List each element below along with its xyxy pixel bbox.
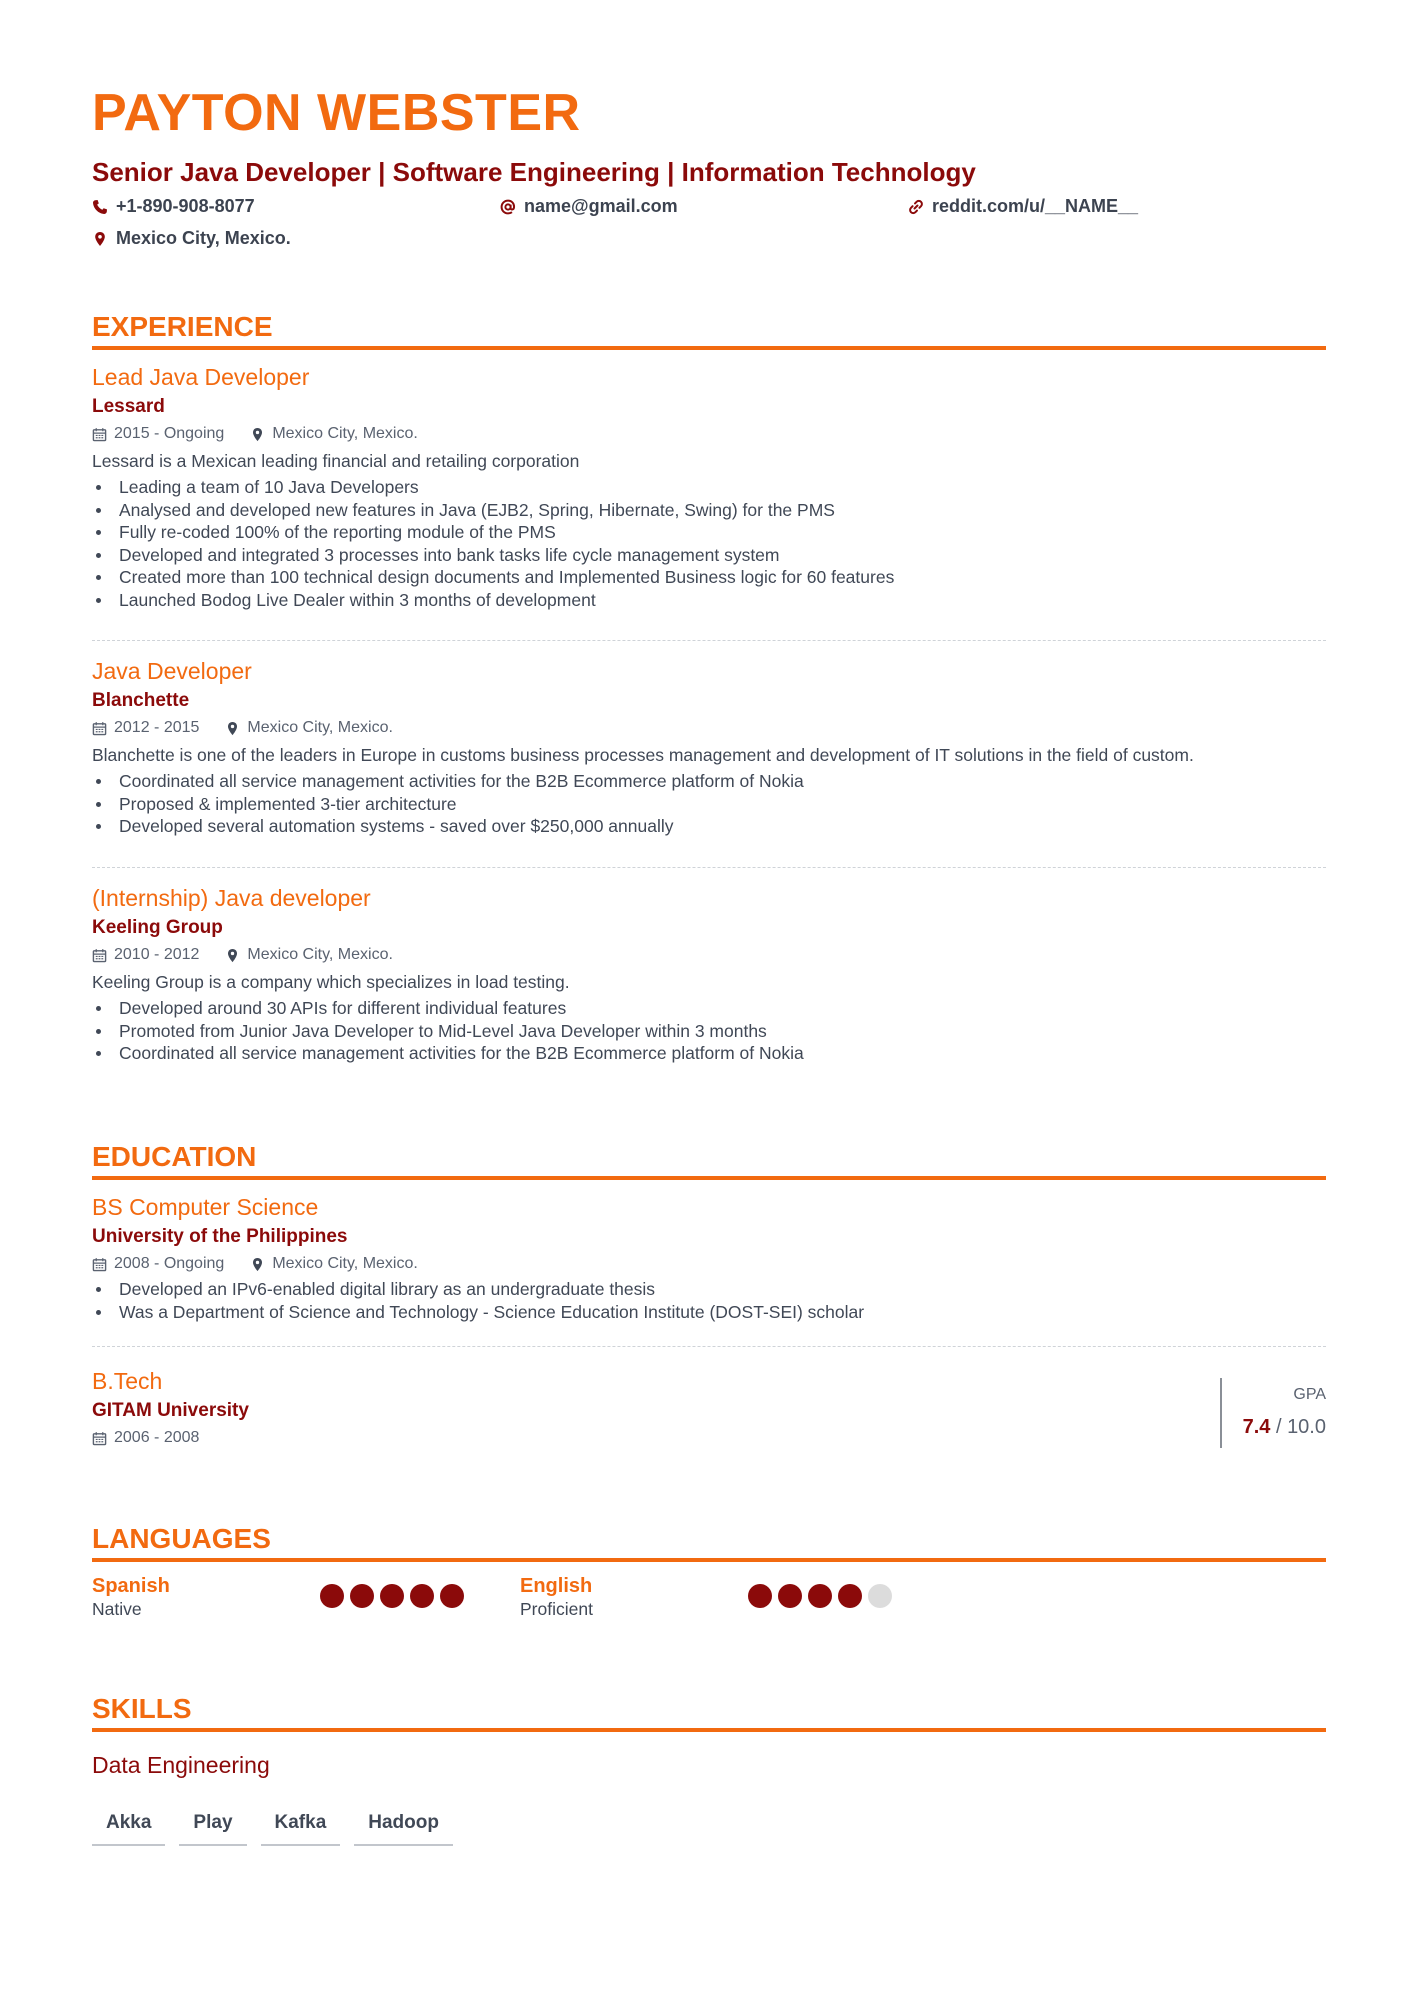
language-level: Proficient xyxy=(520,1599,593,1619)
language-item xyxy=(520,1574,593,1620)
list-item: Leading a team of 10 Java Developers xyxy=(92,476,1326,499)
link-contact[interactable] xyxy=(908,196,1138,217)
calendar-icon xyxy=(92,1257,107,1272)
calendar-icon xyxy=(92,948,107,963)
list-item: Proposed & implemented 3-tier architecture xyxy=(92,793,1326,816)
list-item: Developed an IPv6-enabled digital library as an undergraduate thesis xyxy=(92,1278,1326,1301)
list-item: Developed around 30 APIs for different individual features xyxy=(92,997,1326,1020)
entry-meta xyxy=(92,1252,1326,1276)
headline: Senior Java Developer | Software Engineering | Information Technology xyxy=(92,157,976,187)
school-name: University of the Philippines xyxy=(92,1226,348,1247)
entry-location: Mexico City, Mexico. xyxy=(247,946,393,963)
link-icon xyxy=(908,199,924,215)
entry-meta xyxy=(92,716,1326,740)
entry-meta xyxy=(92,943,1326,967)
rating-dot-filled xyxy=(440,1584,464,1608)
education-entry xyxy=(92,1192,1326,1323)
language-name: English xyxy=(520,1575,593,1597)
gpa-value: 7.4 xyxy=(1242,1416,1271,1438)
skill-tag: Hadoop xyxy=(354,1804,453,1846)
degree-title: B.Tech xyxy=(92,1368,163,1394)
calendar-icon xyxy=(92,1431,107,1446)
map-pin-icon xyxy=(225,948,240,963)
entry-dates: 2015 - Ongoing xyxy=(114,425,225,442)
education-section xyxy=(92,1140,1326,1446)
language-rating xyxy=(320,1584,464,1608)
skills-section xyxy=(92,1692,1326,1846)
at-icon xyxy=(500,199,516,215)
skill-tag: Kafka xyxy=(261,1804,341,1846)
company-name: Keeling Group xyxy=(92,917,223,938)
list-item: Analysed and developed new features in Java (EJB2, Spring, Hibernate, Swing) for the PMS xyxy=(92,499,1326,522)
entry-divider xyxy=(92,1346,1326,1347)
entry-dates: 2006 - 2008 xyxy=(114,1429,200,1446)
rating-dot-filled xyxy=(320,1584,344,1608)
calendar-icon xyxy=(92,427,107,442)
experience-title: EXPERIENCE xyxy=(92,310,1326,350)
list-item: Was a Department of Science and Technology - Science Education Institute (DOST-SEI) scholar xyxy=(92,1301,1326,1324)
rating-dot-filled xyxy=(350,1584,374,1608)
education-title: EDUCATION xyxy=(92,1140,1326,1180)
entry-dates: 2008 - Ongoing xyxy=(114,1255,225,1272)
entry-location: Mexico City, Mexico. xyxy=(272,425,418,442)
job-title: (Internship) Java developer xyxy=(92,885,371,911)
company-name: Blanchette xyxy=(92,690,190,711)
experience-entry xyxy=(92,362,1326,611)
list-item: Coordinated all service management activities for the B2B Ecommerce platform of Nokia xyxy=(92,770,1326,793)
achievement-list xyxy=(92,476,1326,611)
resume-page xyxy=(92,80,1326,1833)
skill-tag: Akka xyxy=(92,1804,165,1846)
achievement-list xyxy=(92,1278,1326,1323)
link-text: reddit.com/u/__NAME__ xyxy=(932,196,1139,216)
gpa-label: GPA xyxy=(1293,1386,1326,1403)
rating-dot-empty xyxy=(868,1584,892,1608)
list-item: Launched Bodog Live Dealer within 3 months of development xyxy=(92,589,1326,612)
achievement-list xyxy=(92,997,1326,1065)
rating-dot-filled xyxy=(778,1584,802,1608)
gpa-score xyxy=(1222,1414,1326,1440)
email-text: name@gmail.com xyxy=(524,196,678,216)
company-description: Keeling Group is a company which specializes in load testing. xyxy=(92,972,570,992)
candidate-name: PAYTON WEBSTER xyxy=(92,84,581,142)
skill-tag: Play xyxy=(179,1804,246,1846)
language-name: Spanish xyxy=(92,1575,170,1597)
experience-entry xyxy=(92,656,1326,838)
entry-divider xyxy=(92,867,1326,868)
gpa-separator: / xyxy=(1270,1416,1288,1438)
map-pin-icon xyxy=(250,427,265,442)
language-rating xyxy=(748,1584,892,1608)
rating-dot-filled xyxy=(838,1584,862,1608)
entry-location: Mexico City, Mexico. xyxy=(272,1255,418,1272)
map-pin-icon xyxy=(92,231,108,247)
calendar-icon xyxy=(92,721,107,736)
language-level: Native xyxy=(92,1599,142,1619)
company-name: Lessard xyxy=(92,396,165,417)
phone-icon xyxy=(92,199,108,215)
rating-dot-filled xyxy=(808,1584,832,1608)
rating-dot-filled xyxy=(748,1584,772,1608)
gpa-max: 10.0 xyxy=(1287,1416,1326,1438)
languages-section xyxy=(92,1522,1326,1619)
experience-section xyxy=(92,310,1326,1063)
list-item: Developed and integrated 3 processes into bank tasks life cycle management system xyxy=(92,544,1326,567)
list-item: Promoted from Junior Java Developer to Mid-Level Java Developer within 3 months xyxy=(92,1020,1326,1043)
entry-divider xyxy=(92,640,1326,641)
contact-row xyxy=(92,196,1326,266)
gpa-block xyxy=(1220,1378,1326,1448)
rating-dot-filled xyxy=(410,1584,434,1608)
entry-meta xyxy=(92,1426,1326,1450)
language-item xyxy=(92,1574,170,1620)
entry-dates: 2012 - 2015 xyxy=(114,719,200,736)
location-contact xyxy=(92,228,291,249)
rating-dot-filled xyxy=(380,1584,404,1608)
email-contact[interactable] xyxy=(500,196,678,217)
job-title: Lead Java Developer xyxy=(92,364,310,390)
phone-text: +1-890-908-8077 xyxy=(116,196,255,216)
achievement-list xyxy=(92,770,1326,838)
school-name: GITAM University xyxy=(92,1400,249,1421)
phone-contact xyxy=(92,196,255,217)
skill-group-title: Data Engineering xyxy=(92,1752,270,1778)
company-description: Lessard is a Mexican leading financial and retailing corporation xyxy=(92,451,580,471)
location-text: Mexico City, Mexico. xyxy=(116,228,291,248)
list-item: Developed several automation systems - saved over $250,000 annually xyxy=(92,815,1326,838)
languages-title: LANGUAGES xyxy=(92,1522,1326,1562)
degree-title: BS Computer Science xyxy=(92,1194,319,1220)
skills-title: SKILLS xyxy=(92,1692,1326,1732)
entry-meta xyxy=(92,422,1326,446)
skill-tags xyxy=(92,1804,1326,1846)
list-item: Created more than 100 technical design documents and Implemented Business logic for 60 features xyxy=(92,566,1326,589)
map-pin-icon xyxy=(250,1257,265,1272)
list-item: Fully re-coded 100% of the reporting module of the PMS xyxy=(92,521,1326,544)
experience-entry xyxy=(92,883,1326,1065)
list-item: Coordinated all service management activities for the B2B Ecommerce platform of Nokia xyxy=(92,1042,1326,1065)
entry-location: Mexico City, Mexico. xyxy=(247,719,393,736)
company-description: Blanchette is one of the leaders in Europe in customs business processes management and development of IT solutions in the field of custom. xyxy=(92,745,1194,765)
education-entry xyxy=(92,1366,1326,1450)
entry-dates: 2010 - 2012 xyxy=(114,946,200,963)
job-title: Java Developer xyxy=(92,658,252,684)
map-pin-icon xyxy=(225,721,240,736)
